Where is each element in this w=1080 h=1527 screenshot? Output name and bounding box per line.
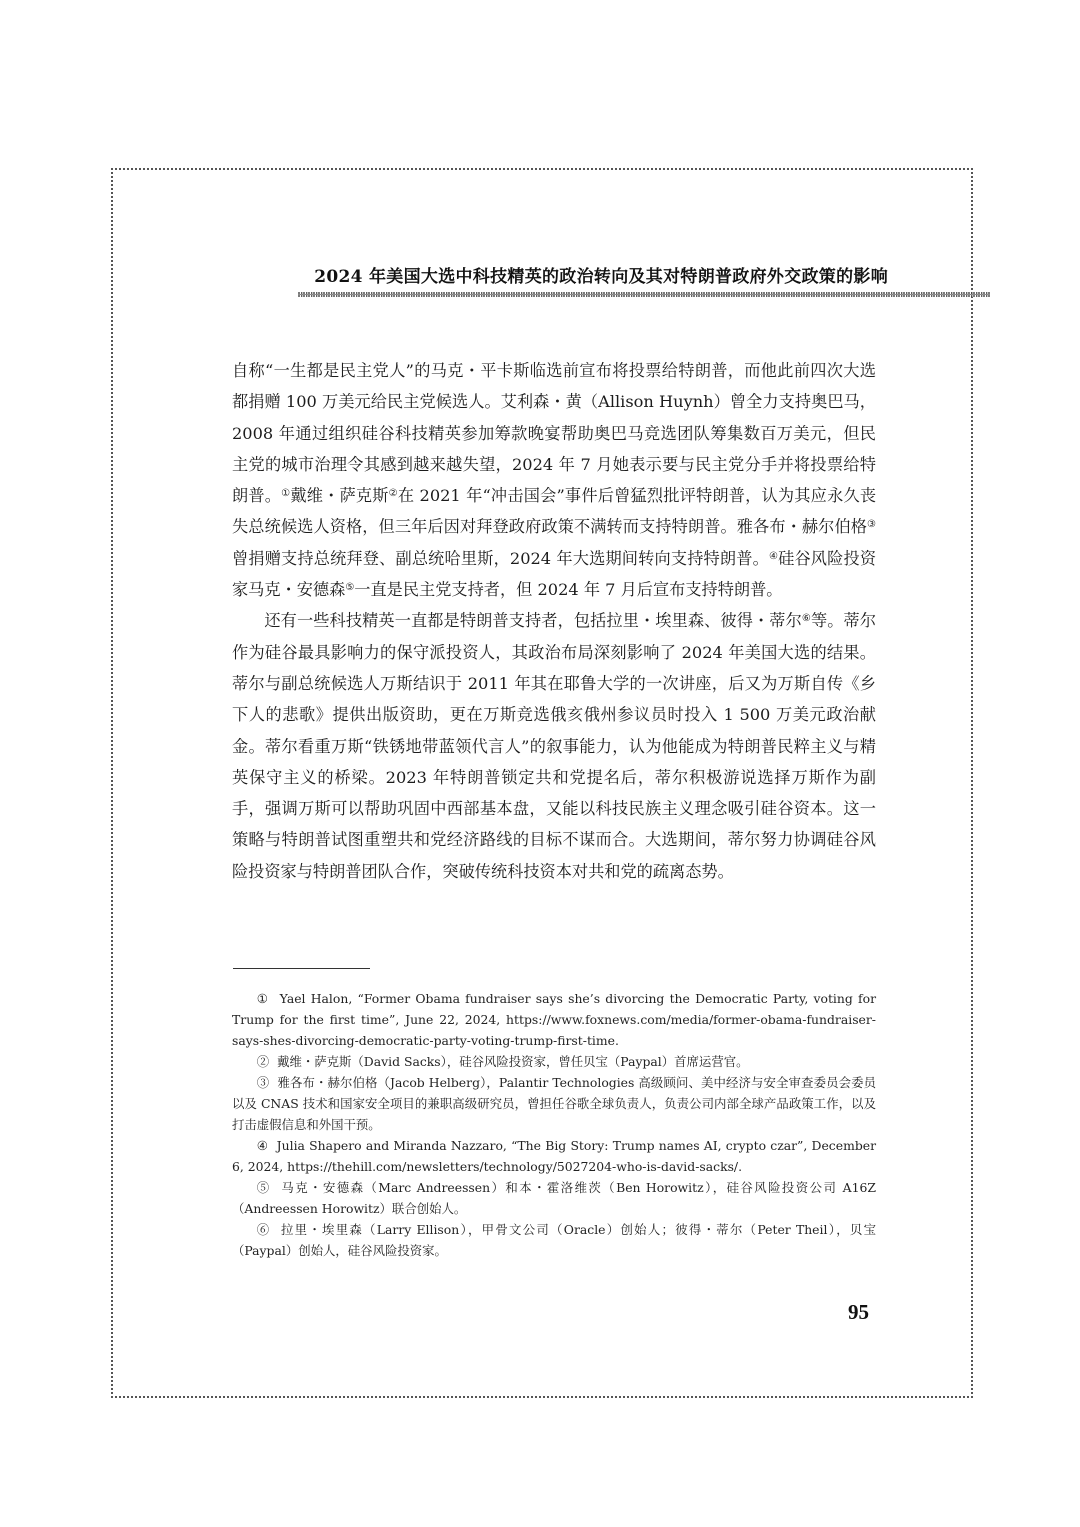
running-head: 2024 年美国大选中科技精英的政治转向及其对特朗普政府外交政策的影响 bbox=[314, 267, 888, 287]
footnote-ref-5[interactable]: ⑤ bbox=[345, 582, 355, 594]
body-text bbox=[232, 355, 876, 887]
footnote-separator bbox=[233, 968, 370, 969]
footnote-1: ① Yael Halon, “Former Obama fundraiser says she’s divorcing the Democratic Party, voting for Trump for the first time”, June 22, 2024, https://www.foxnews.com/media/former-obama-fundraiser-says-shes-divorcing-democratic-party-voting-trump-first-time. bbox=[232, 991, 876, 1048]
paragraph-2: 还有一些科技精英一直都是特朗普支持者，包括拉里・埃里森、彼得・蒂尔⑥等。蒂尔作为硅谷最具影响力的保守派投资人，其政治布局深刻影响了 2024 年美国大选的结果。蒂尔与副总统候选人万斯结识于 2011 年其在耶鲁大学的一次讲座，后又为万斯自传《乡下人的悲歌》提供出版资助，更在万斯竞选俄亥俄州参议员时投入 1 500 万美元政治献金。蒂尔看重万斯“铁锈地带蓝领代言人”的叙事能力，认为他能成为特朗普民粹主义与精英保守主义的桥梁。2023 年特朗普锁定共和党提名后，蒂尔积极游说选择万斯作为副手，强调万斯可以帮助巩固中西部基本盘，又能以科技民族主义理念吸引硅谷资本。这一策略与特朗普试图重塑共和党经济路线的目标不谋而合。大选期间，蒂尔努力协调硅谷风险投资家与特朗普团队合作，突破传统科技资本对共和党的疏离态势。 bbox=[232, 611, 877, 881]
footnote-5: ⑤ 马克・安德森（Marc Andreessen）和本・霍洛维茨（Ben Horowitz），硅谷风险投资公司 A16Z（Andreessen Horowitz）联合创始人。 bbox=[232, 1180, 876, 1216]
footnote-6: ⑥ 拉里・埃里森（Larry Ellison），甲骨文公司（Oracle）创始人；彼得・蒂尔（Peter Theil），贝宝（Paypal）创始人，硅谷风险投资家。 bbox=[232, 1222, 876, 1258]
header-rule bbox=[298, 292, 990, 297]
footnote-ref-1[interactable]: ① bbox=[281, 488, 291, 500]
footnote-ref-3[interactable]: ③ bbox=[867, 519, 876, 531]
footnotes bbox=[232, 988, 876, 1261]
footnote-ref-2[interactable]: ② bbox=[388, 488, 398, 500]
footnote-ref-6[interactable]: ⑥ bbox=[801, 613, 811, 625]
page-number: 95 bbox=[848, 1300, 869, 1324]
footnote-2: ② 戴维・萨克斯（David Sacks），硅谷风险投资家，曾任贝宝（Paypal）首席运营官。 bbox=[256, 1054, 749, 1069]
footnote-3: ③ 雅各布・赫尔伯格（Jacob Helberg），Palantir Technologies 高级顾问、美中经济与安全审查委员会委员以及 CNAS 技术和国家安全项目的兼职高级研究员，曾担任谷歌全球负责人，负责公司内部全球产品政策工作，以及打击虚假信息和外国干预。 bbox=[232, 1075, 876, 1132]
footnote-ref-4[interactable]: ④ bbox=[768, 550, 779, 562]
paragraph-1: 自称“一生都是民主党人”的马克・平卡斯临选前宣布将投票给特朗普，而他此前四次大选都捐赠 100 万美元给民主党候选人。艾利森・黄（Allison Huynh）曾全力支持奥巴马，2008 年通过组织硅谷科技精英参加筹款晚宴帮助奥巴马竞选团队筹集数百万美元，但民主党的城市治理令其感到越来越失望，2024 年 7 月她表示要与民主党分手并将投票给特朗普。①戴维・萨克斯②在 2021 年“冲击国会”事件后曾猛烈批评特朗普，认为其应永久丧失总统候选人资格，但三年后因对拜登政府政策不满转而支持特朗普。雅各布・赫尔伯格③曾捐赠支持总统拜登、副总统哈里斯，2024 年大选期间转向支持特朗普。④硅谷风险投资家马克・安德森⑤一直是民主党支持者，但 2024 年 7 月后宣布支持特朗普。 bbox=[232, 361, 877, 600]
footnote-4: ④ Julia Shapero and Miranda Nazzaro, “The Big Story: Trump names AI, crypto czar”, December 6, 2024, https://thehill.com/newsletters/technology/5027204-who-is-david-sacks/. bbox=[232, 1138, 877, 1174]
